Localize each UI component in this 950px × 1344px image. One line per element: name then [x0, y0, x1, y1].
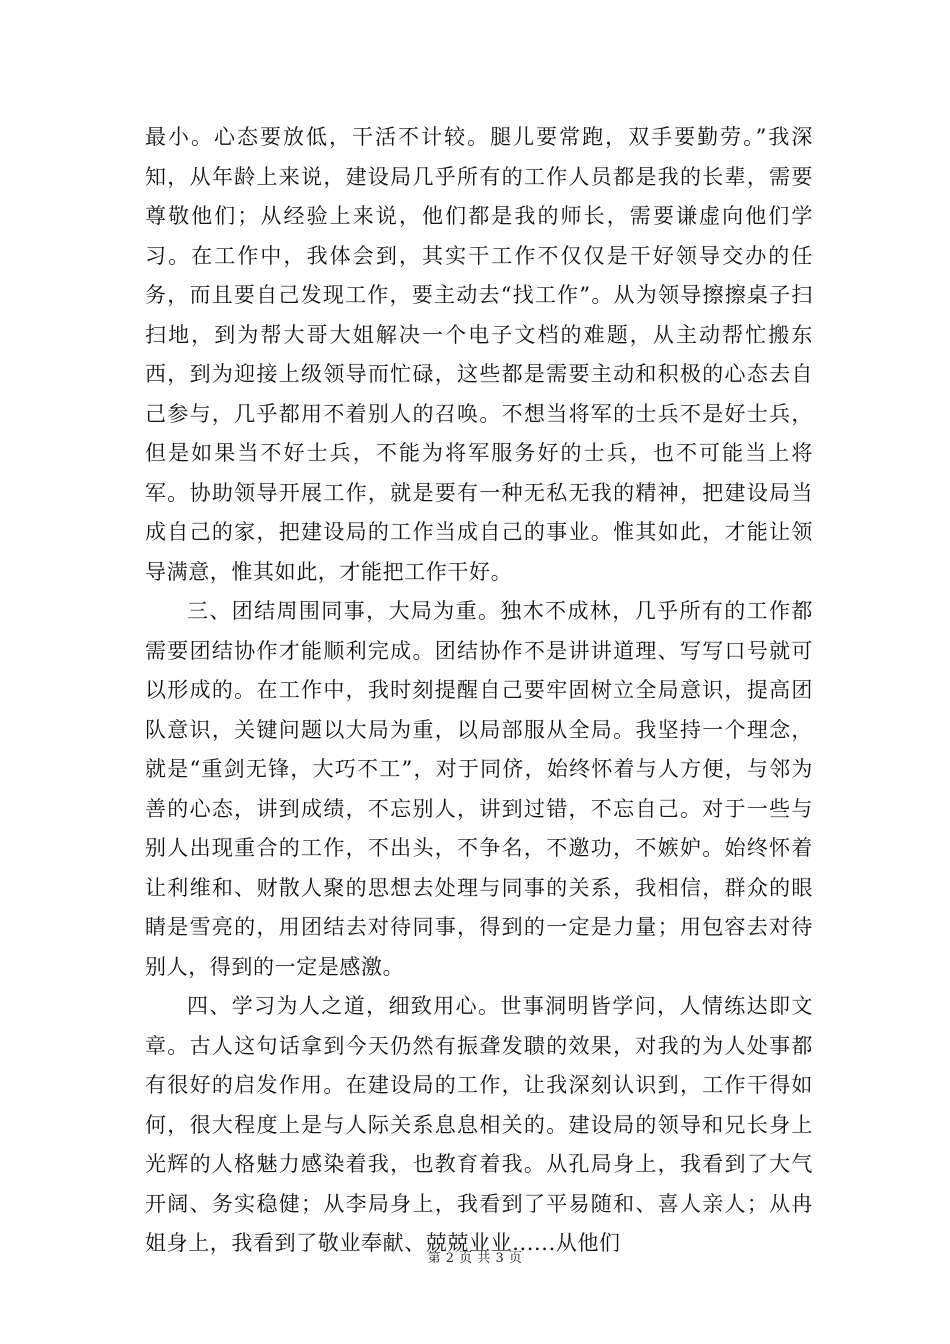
- document-body: [145, 118, 813, 1264]
- page-number-footer: 第 2 页 共 3 页: [427, 1251, 523, 1266]
- paragraph-2: 三、团结周围同事，大局为重。独木不成林，几乎所有的工作都需要团结协作才能顺利完成。团结协作不是讲讲道理、写写口号就可以形成的。在工作中，我时刻提醒自己要牢固树立全局意识，提高团队意识，关键问题以大局为重，以局部服从全局。我坚持一个理念，就是“重剑无锋，大巧不工”，对于同侪，始终怀着与人方便，与邻为善的心态，讲到成绩，不忘别人，讲到过错，不忘自己。对于一些与别人出现重合的工作，不出头，不争名，不邀功，不嫉妒。始终怀着让利维和、财散人聚的思想去处理与同事的关系，我相信，群众的眼睛是雪亮的，用团结去对待同事，得到的一定是力量；用包容去对待别人，得到的一定是感激。: [145, 599, 813, 979]
- paragraph-3: 四、学习为人之道，细致用心。世事洞明皆学问，人情练达即文章。古人这句话拿到今天仍然有振聋发聩的效果，对我的为人处事都有很好的启发作用。在建设局的工作，让我深刻认识到，工作干得如何，很大程度上是与人际关系息息相关的。建设局的领导和兄长身上光辉的人格魅力感染着我，也教育着我。从孔局身上，我看到了大气开阔、务实稳健；从李局身上，我看到了平易随和、喜人亲人；从冉姐身上，我看到了敬业奉献、兢兢业业......从他们: [145, 994, 813, 1255]
- paragraph-1: 最小。心态要放低，干活不计较。腿儿要常跑，双手要勤劳。”我深知，从年龄上来说，建设局几乎所有的工作人员都是我的长辈，需要尊敬他们；从经验上来说，他们都是我的师长，需要谦虚向他们学习。在工作中，我体会到，其实干工作不仅仅是干好领导交办的任务，而且要自己发现工作，要主动去“找工作”。从为领导擦擦桌子扫扫地，到为帮大哥大姐解决一个电子文档的难题，从主动帮忙搬东西，到为迎接上级领导而忙碌，这些都是需要主动和积极的心态去自己参与，几乎都用不着别人的召唤。不想当将军的士兵不是好士兵，但是如果当不好士兵，不能为将军服务好的士兵，也不可能当上将军。协助领导开展工作，就是要有一种无私无我的精神，把建设局当成自己的家，把建设局的工作当成自己的事业。惟其如此，才能让领导满意，惟其如此，才能把工作干好。: [145, 125, 813, 584]
